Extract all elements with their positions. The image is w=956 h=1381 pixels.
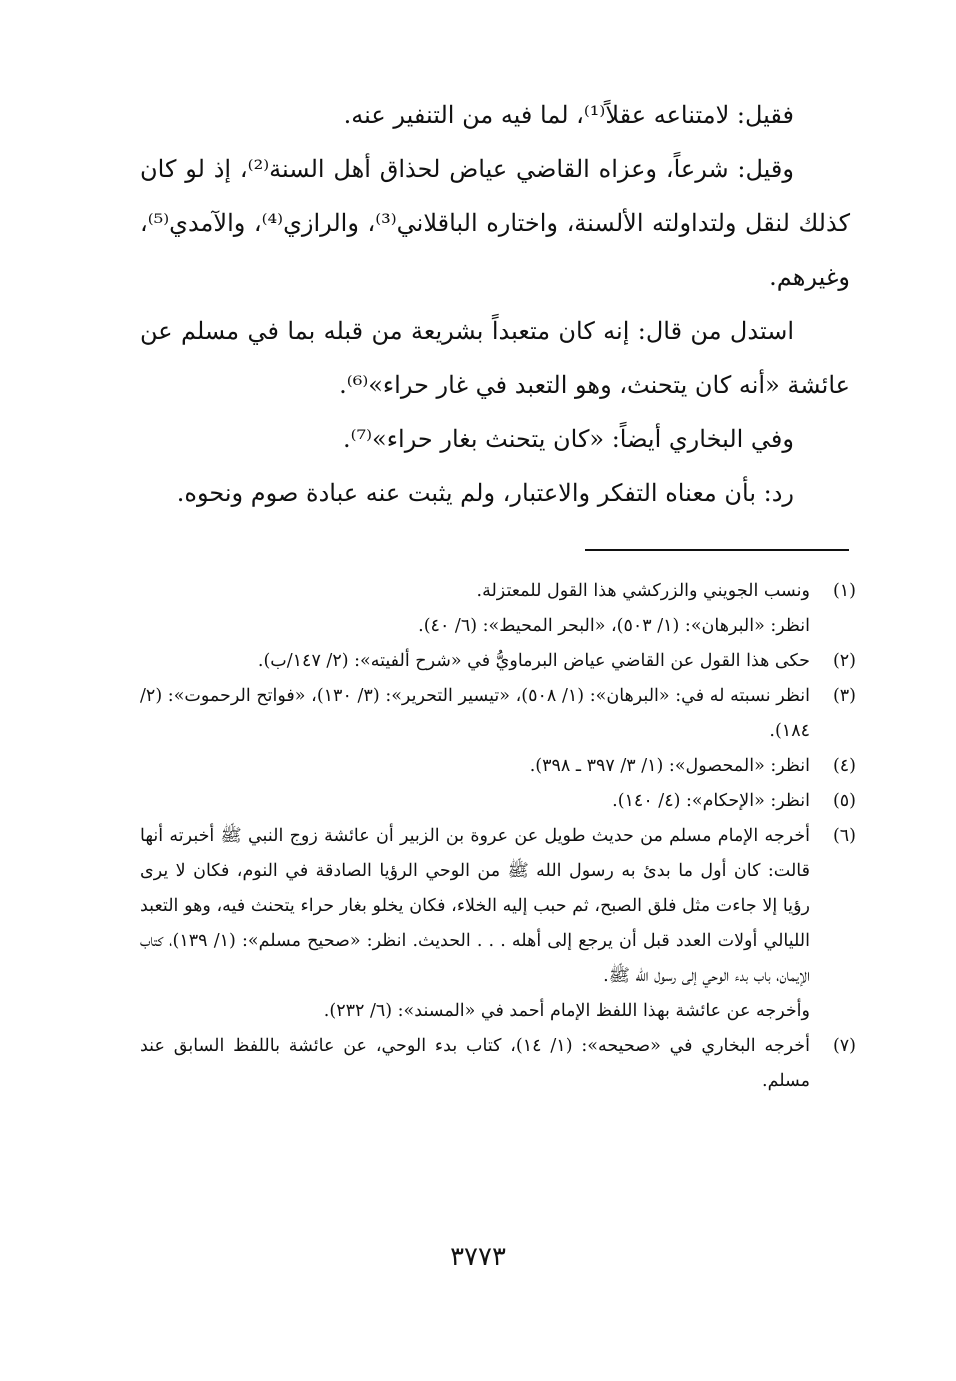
footnote-line: أخرجه البخاري في «صحيحه»: (١/ ١٤)، كتاب بدء الوحي، عن عائشة باللفظ السابق عند مسلم. [140,1036,810,1091]
footnote-line: حكى هذا القول عن القاضي عياض البرماويُّ في «شرح ألفيته»: (٢/ ١٤٧/ب). [257,651,810,671]
footnote-number: (٣) [832,686,856,706]
footnote-body [140,819,810,1029]
footnote-1 [140,574,856,644]
footnote-7 [140,1029,856,1099]
paragraph: وفي البخاري أيضاً: «كان يتحنث بغار حراء»⁽⁷⁾. [343,425,794,453]
footnote-body [140,749,810,784]
footnote-line: انظر: «الإحكام»: (٤/ ١٤٠). [612,791,810,811]
footnote-5 [140,784,856,819]
footnote-3 [140,679,856,749]
footnote-line: وأخرجه عن عائشة بهذا اللفظ الإمام أحمد في «المسند»: (٦/ ٢٣٢). [323,1001,810,1021]
paragraph: رد: بأن معناه التفكر والاعتبار، ولم يثبت عنه عبادة صوم ونحوه. [176,479,794,507]
footnote-number: (٧) [832,1036,856,1056]
paragraph: استدل من قال: إنه كان متعبداً بشريعة من قبله بما في مسلم عن عائشة «أنه كان يتحنث، وهو التعبد في غار حراء»⁽⁶⁾. [140,317,850,399]
footnote-4 [140,749,856,784]
footnote-2 [140,644,856,679]
footnote-number: (١) [832,581,856,601]
footnote-line: انظر: «البرهان»: (١/ ٥٠٣)، «البحر المحيط»: (٦/ ٤٠). [418,616,810,636]
footnote-body [140,1029,810,1099]
footnote-line: انظر نسبته له في: «البرهان»: (١/ ٥٠٨)، «تيسير التحرير»: (٣/ ١٣٠)، «فواتح الرحموت»: (٢/ ١٨٤). [140,686,810,741]
footnote-line: انظر: «المحصول»: (١/ ٣/ ٣٩٧ ـ ٣٩٨). [529,756,810,776]
footnote-divider [585,549,849,551]
footnote-line: ونسب الجويني والزركشي هذا القول للمعتزلة. [476,581,810,601]
footnotes [140,574,856,1099]
paragraph: فقيل: لامتناعه عقلاً⁽¹⁾، لما فيه من التنفير عنه. [343,101,794,129]
footnote-number: (٦) [832,826,856,846]
footnote-line: أخرجه الإمام مسلم من حديث طويل عن عروة بن الزبير أن عائشة زوج النبي ﷺ أخبرته أنها قالت: كان أول ما بدئ به رسول الله ﷺ من الوحي الرؤيا الصادقة في النوم، فكان لا يرى رؤيا إلا جاءت مثل فلق الصبح، ثم حبب إليه الخلاء، فكان يخلو بغار حراء يتحنث فيه، وهو التعبد الليالي أولات العدد قبل أن يرجع إلى أهله . . . الحديث. انظر: «صحيح مسلم»: (١/ ١٣٩)، كتاب الإيمان، باب بدء الوحي إلى رسول الله ﷺ. [140,826,811,986]
footnote-body [140,644,810,679]
footnote-number: (٥) [832,791,856,811]
footnote-body [140,574,810,644]
footnote-number: (٢) [832,651,856,671]
footnote-body [140,784,810,819]
footnote-body [140,679,810,749]
footnote-number: (٤) [832,756,856,776]
footnote-6 [140,819,856,1029]
paragraph: وقيل: شرعاً، وعزاه القاضي عياض لحذاق أهل السنة⁽²⁾، إذ لو كان كذلك لنقل ولتداولته الألسنة، واختاره الباقلاني⁽³⁾، والرازي⁽⁴⁾، والآمدي⁽⁵⁾، وغيرهم. [140,155,851,291]
main-text [140,88,850,520]
page-number: ٣٧٧٣ [450,1242,506,1272]
